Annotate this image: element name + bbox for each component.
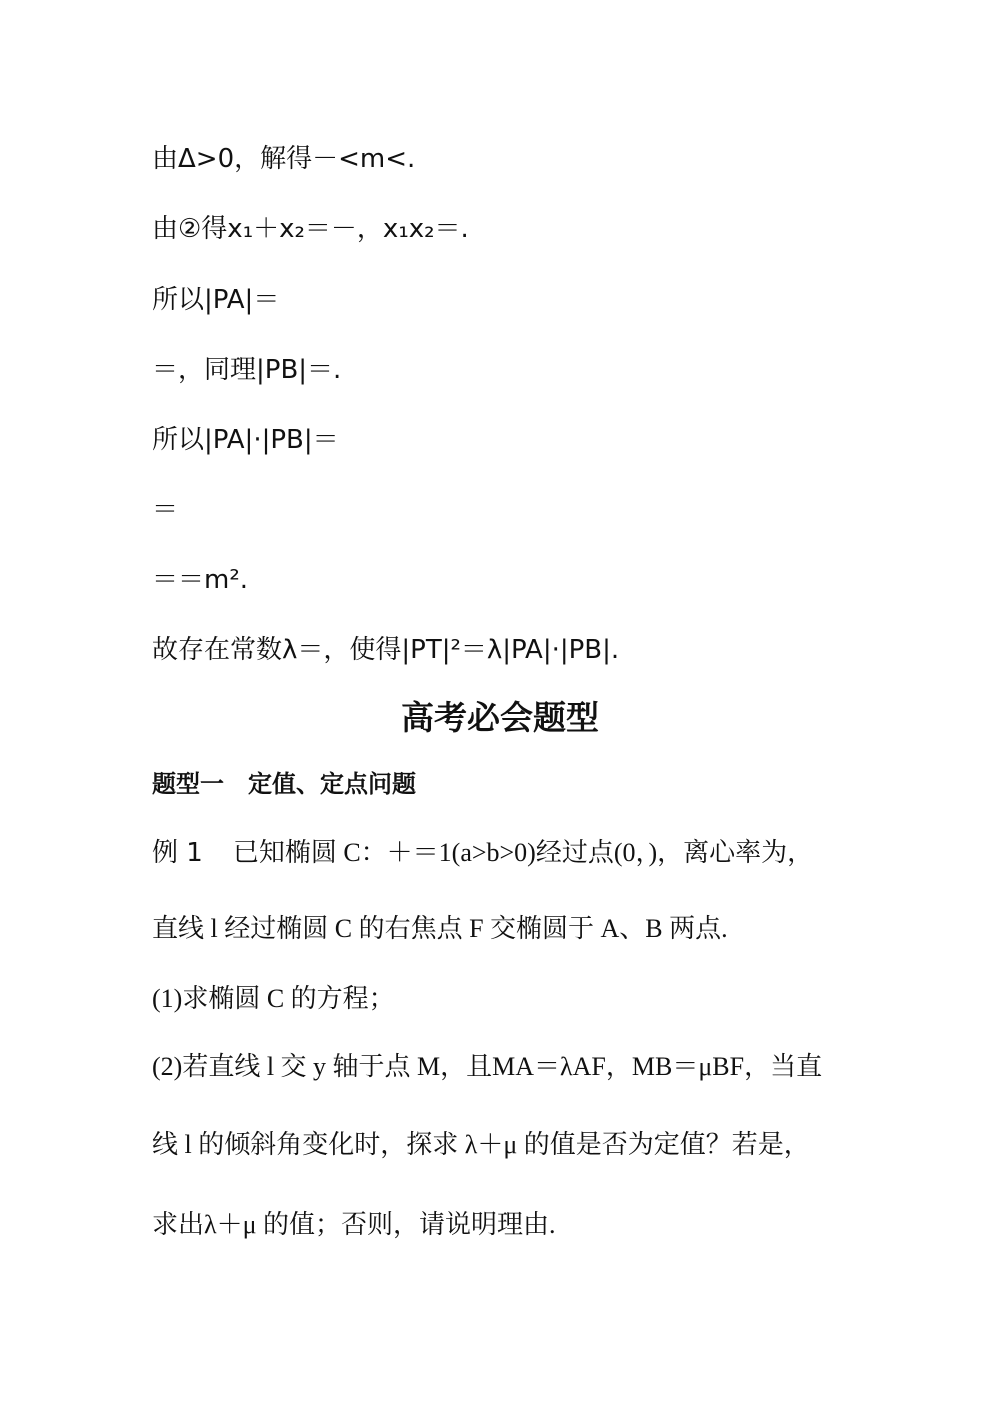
example-label: 例 1 (152, 838, 203, 868)
example-first-line (152, 837, 813, 869)
example-line-4: (2)若直线 l 交 y 轴于点 M，且MA＝λAF，MB＝μBF，当直 (152, 1052, 823, 1081)
solution-line-4: ＝，同理|PB|＝. (152, 355, 342, 385)
solution-line-2: 由②得x₁＋x₂＝－，x₁x₂＝. (152, 214, 469, 244)
solution-line-5: 所以|PA|·|PB|＝ (152, 425, 339, 455)
section-title: 高考必会题型 (401, 698, 599, 737)
question-type-heading: 题型一 定值、定点问题 (152, 770, 416, 798)
solution-line-1: 由Δ>0，解得－<m<. (152, 144, 416, 174)
example-line-6: 求出λ＋μ 的值；否则，请说明理由. (152, 1210, 556, 1239)
solution-line-6: ＝ (152, 495, 179, 525)
example-line-5: 线 l 的倾斜角变化时，探求 λ＋μ 的值是否为定值？若是， (152, 1130, 810, 1159)
example-line-2: 直线 l 经过椭圆 C 的右焦点 F 交椭圆于 A、B 两点. (152, 914, 728, 943)
example-line-3: (1)求椭圆 C 的方程； (152, 984, 395, 1013)
solution-line-7: ＝＝m². (152, 565, 249, 595)
solution-line-8: 故存在常数λ＝，使得|PT|²＝λ|PA|·|PB|. (152, 635, 620, 665)
solution-line-3: 所以|PA|＝ (152, 285, 280, 315)
example-line-1: 已知椭圆 C：＋＝1(a>b>0)经过点(0，)，离心率为， (232, 838, 814, 867)
